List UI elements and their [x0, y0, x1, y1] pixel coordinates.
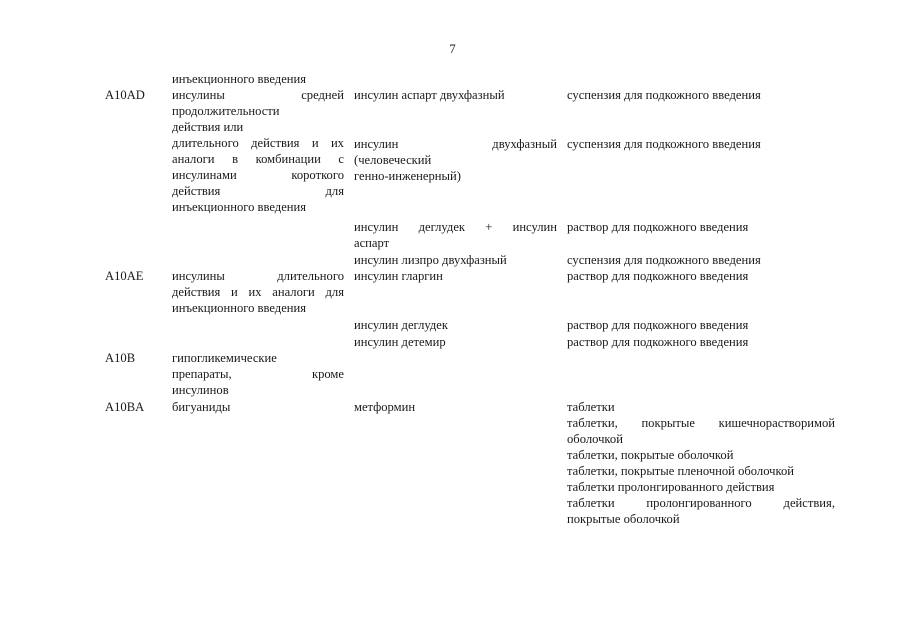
group-line: инъекционного введения: [172, 200, 307, 214]
form-cell: [567, 136, 835, 152]
form-cell: [567, 87, 835, 103]
group-line: инъекционного введения: [172, 301, 307, 315]
form-cell: [567, 219, 835, 235]
group-line: аналоги в комбинации с: [172, 152, 345, 166]
form-line: оболочкой: [567, 432, 623, 446]
drug-line: инсулин лизпро двухфазный: [354, 253, 507, 267]
group-line: действия и их аналоги для: [172, 285, 345, 299]
drug-line: инсулин гларгин: [354, 269, 443, 283]
drug-line: аспарт: [354, 236, 390, 250]
atc-code: A10B: [105, 351, 136, 365]
group-line: действия для: [172, 184, 344, 198]
group-line: препараты, кроме: [172, 367, 344, 381]
form-line: покрытые оболочкой: [567, 512, 680, 526]
form-line: суспензия для подкожного введения: [567, 137, 761, 151]
form-line: таблетки пролонгированного действия: [567, 480, 775, 494]
drug-cell: [354, 252, 557, 268]
group-line: продолжительности: [172, 104, 280, 118]
form-cell: [567, 268, 835, 284]
drug-line: инсулин аспарт двухфазный: [354, 88, 505, 102]
group-line: инсулины средней: [172, 88, 344, 102]
group-cell: [172, 87, 344, 215]
group-cell: [172, 268, 344, 316]
drug-line: генно-инженерный): [354, 169, 461, 183]
drug-cell: [354, 219, 557, 251]
group-cell: [172, 350, 344, 398]
drug-cell: [354, 317, 557, 333]
form-line: суспензия для подкожного введения: [567, 253, 761, 267]
group-line: инсулинов: [172, 383, 229, 397]
drug-cell: [354, 399, 557, 415]
group-line: инъекционного введения: [172, 72, 307, 86]
atc-code: A10AE: [105, 269, 144, 283]
form-cell: [567, 317, 835, 333]
form-line: таблетки, покрытые кишечнорастворимой: [567, 416, 835, 430]
group-line: инсулинами короткого: [172, 168, 344, 182]
form-line: раствор для подкожного введения: [567, 220, 749, 234]
page-number: 7: [449, 42, 456, 56]
drug-cell: [354, 268, 557, 284]
atc-code: A10BA: [105, 400, 145, 414]
form-line: таблетки: [567, 400, 615, 414]
form-line: суспензия для подкожного введения: [567, 88, 761, 102]
drug-line: метформин: [354, 400, 416, 414]
group-cell: [172, 71, 344, 87]
form-cell: [567, 399, 835, 527]
form-cell: [567, 252, 835, 268]
drug-line: инсулин деглудек: [354, 318, 448, 332]
group-line: бигуаниды: [172, 400, 231, 414]
form-cell: [567, 334, 835, 350]
group-line: гипогликемические: [172, 351, 277, 365]
atc-code: A10AD: [105, 88, 145, 102]
drug-line: инсулин деглудек + инсулин: [354, 220, 557, 234]
drug-line: инсулин детемир: [354, 335, 446, 349]
drug-line: (человеческий: [354, 153, 432, 167]
group-line: длительного действия и их: [172, 136, 344, 150]
group-line: инсулины длительного: [172, 269, 344, 283]
form-line: таблетки, покрытые пленочной оболочкой: [567, 464, 795, 478]
drug-line: инсулин двухфазный: [354, 137, 557, 151]
form-line: таблетки, покрытые оболочкой: [567, 448, 734, 462]
form-line: таблетки пролонгированного действия,: [567, 496, 835, 510]
drug-cell: [354, 334, 557, 350]
group-cell: [172, 399, 344, 415]
drug-cell: [354, 87, 557, 103]
drug-cell: [354, 136, 557, 184]
form-line: раствор для подкожного введения: [567, 269, 749, 283]
form-line: раствор для подкожного введения: [567, 318, 749, 332]
form-line: раствор для подкожного введения: [567, 335, 749, 349]
group-line: действия или: [172, 120, 244, 134]
